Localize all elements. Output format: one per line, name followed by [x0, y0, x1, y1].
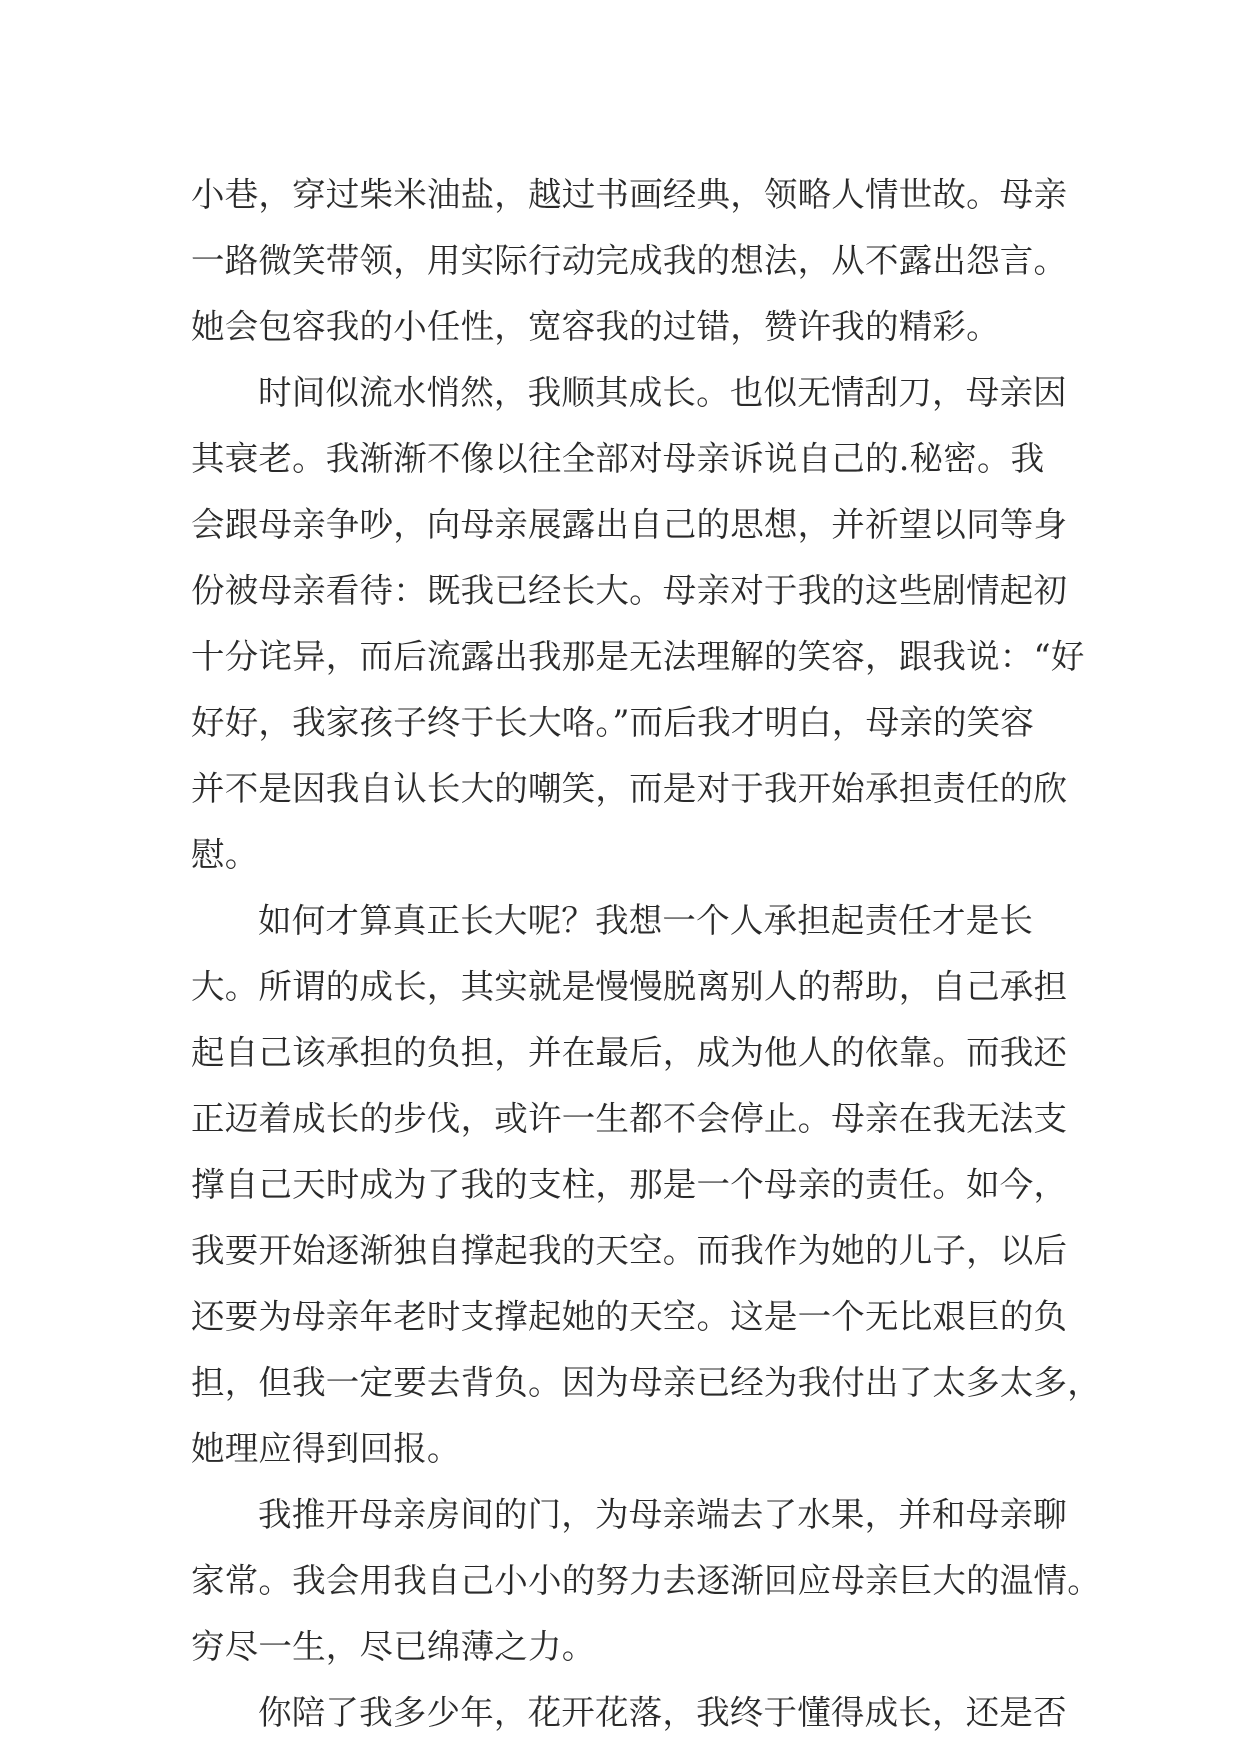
- text-line: 份被母亲看待：既我已经长大。母亲对于我的这些剧情起初: [191, 571, 1068, 610]
- paragraph-first-line: 时间似流水悄然，我顺其成长。也似无情刮刀，母亲因: [258, 373, 1067, 412]
- text-line: 撑自己天时成为了我的支柱，那是一个母亲的责任。如今，: [191, 1165, 1068, 1204]
- text-line: 大。所谓的成长，其实就是慢慢脱离别人的帮助，自己承担: [191, 967, 1068, 1006]
- text-line: 小巷，穿过柴米油盐，越过书画经典，领略人情世故。母亲: [191, 175, 1068, 214]
- text-line: 家常。我会用我自己小小的努力去逐渐回应母亲巨大的温情。: [191, 1561, 1101, 1600]
- text-line: 穷尽一生，尽已绵薄之力。: [191, 1627, 596, 1666]
- text-line: 并不是因我自认长大的嘲笑，而是对于我开始承担责任的欣: [191, 769, 1068, 808]
- paragraph-first-line: 我推开母亲房间的门，为母亲端去了水果，并和母亲聊: [258, 1495, 1067, 1534]
- text-line: 会跟母亲争吵，向母亲展露出自己的思想，并祈望以同等身: [191, 505, 1068, 544]
- text-line: 正迈着成长的步伐，或许一生都不会停止。母亲在我无法支: [191, 1099, 1068, 1138]
- text-line: 好好，我家孩子终于长大咯。”而后我才明白，母亲的笑容: [191, 703, 1035, 742]
- text-line: 其衰老。我渐渐不像以往全部对母亲诉说自己的.秘密。我: [191, 439, 1045, 478]
- text-line: 起自己该承担的负担，并在最后，成为他人的依靠。而我还: [191, 1033, 1068, 1072]
- text-line: 还要为母亲年老时支撑起她的天空。这是一个无比艰巨的负: [191, 1297, 1068, 1336]
- paragraph-first-line: 你陪了我多少年，花开花落，我终于懂得成长，还是否: [258, 1693, 1067, 1732]
- paragraph-first-line: 如何才算真正长大呢？我想一个人承担起责任才是长: [258, 901, 1034, 940]
- text-line: 她理应得到回报。: [191, 1429, 461, 1468]
- text-line: 她会包容我的小任性，宽容我的过错，赞许我的精彩。: [191, 307, 1000, 346]
- essay-body: [191, 162, 1101, 1746]
- text-line: 一路微笑带领，用实际行动完成我的想法，从不露出怨言。: [191, 241, 1068, 280]
- text-line: 担，但我一定要去背负。因为母亲已经为我付出了太多太多，: [191, 1363, 1101, 1402]
- text-line: 我要开始逐渐独自撑起我的天空。而我作为她的儿子，以后: [191, 1231, 1068, 1270]
- text-line: 十分诧异，而后流露出我那是无法理解的笑容，跟我说：“好: [191, 637, 1085, 676]
- text-line: 慰。: [191, 835, 259, 874]
